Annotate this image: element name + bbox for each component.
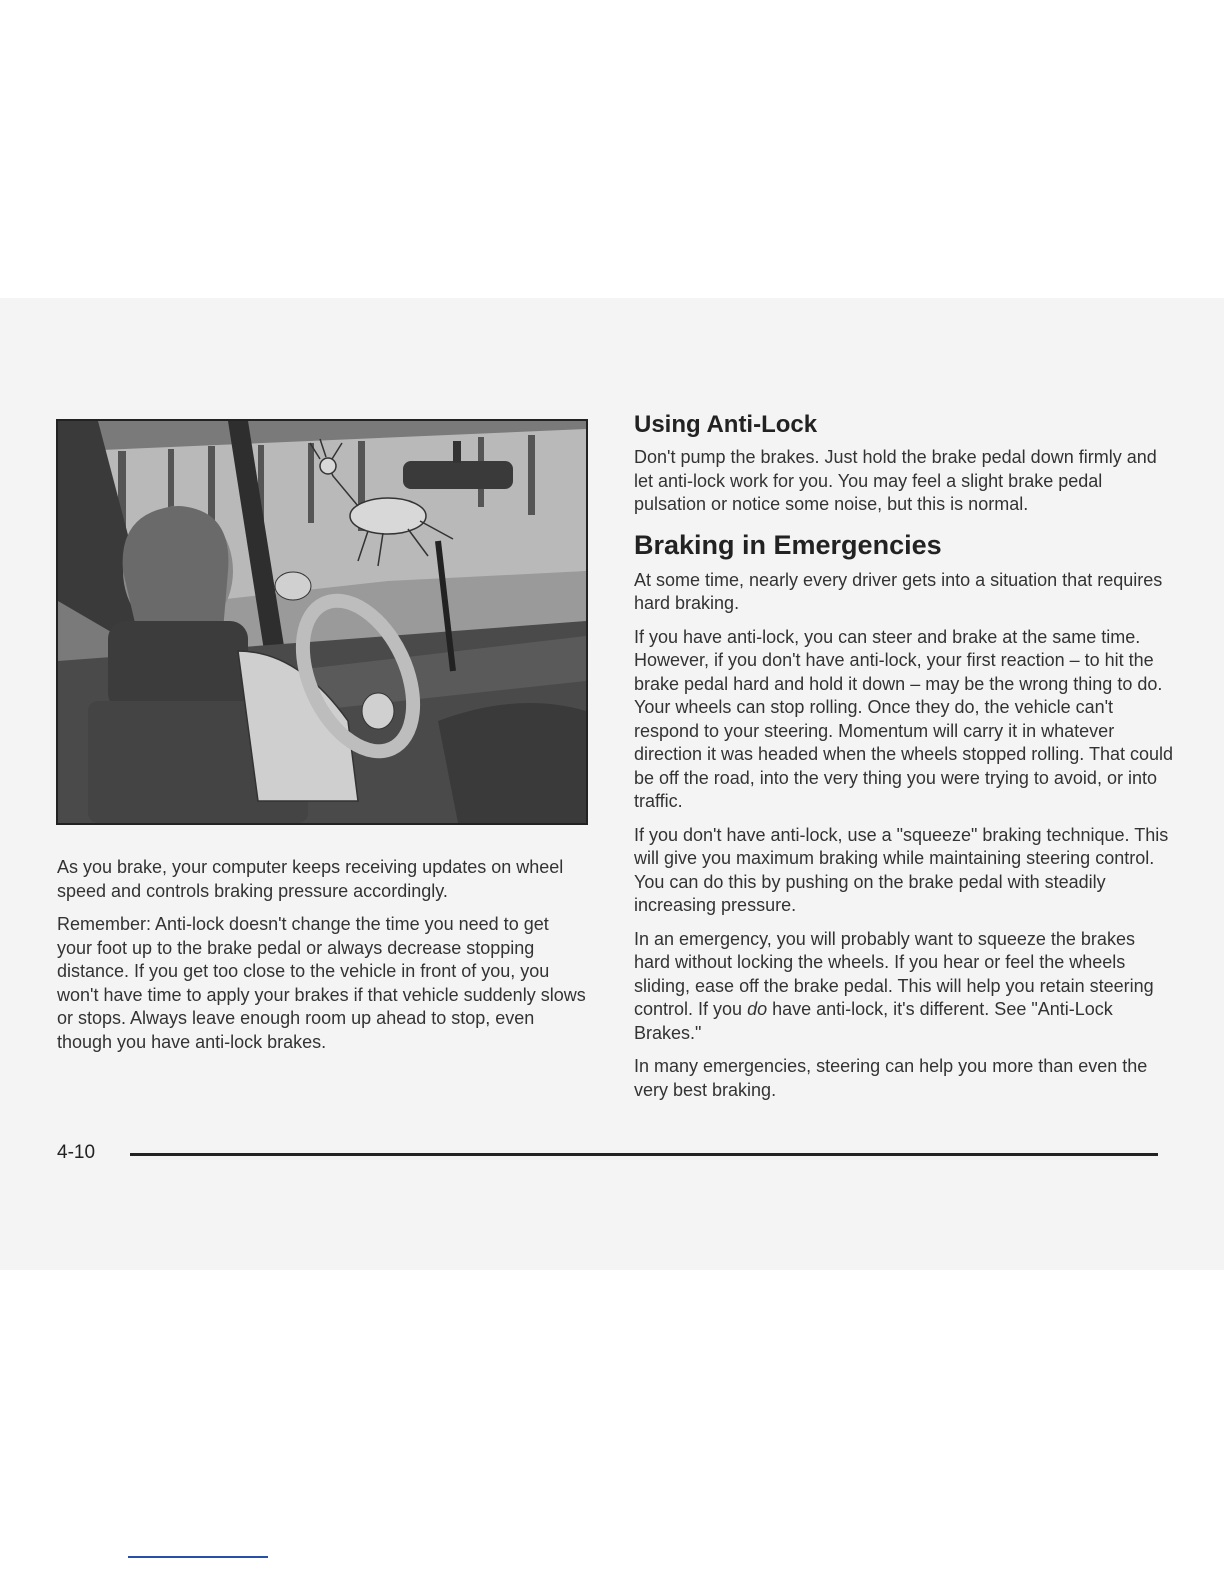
footer-rule: [130, 1153, 1158, 1156]
left-column: [57, 856, 587, 1064]
bottom-divider: [128, 1556, 268, 1558]
paragraph-squeeze-technique: If you don't have anti-lock, use a "squeeze" braking technique. This will give you maximum braking while maintaining steering control. You can do this by pushing on the brake pedal with steadily increasing pressure.: [634, 824, 1169, 915]
driver-deer-illustration: [56, 419, 588, 825]
heading-using-antilock: Using Anti-Lock: [634, 411, 818, 438]
paragraph-hard-braking: At some time, nearly every driver gets into a situation that requires hard braking.: [634, 569, 1163, 613]
heading-braking-emergencies: Braking in Emergencies: [634, 529, 942, 560]
paragraph-computer-updates: As you brake, your computer keeps receiving updates on wheel speed and controls braking pressure accordingly.: [57, 857, 564, 901]
paragraph-steer-and-brake: If you have anti-lock, you can steer and brake at the same time. However, if you don't have anti-lock, your first reaction – to hit the brake pedal hard and hold it down – may be the wrong thing to do. Your wheels can stop rolling. Once they do, the vehicle can't respond to your steering. Momentum will carry it in whatever direction it was headed when the wheels stopped rolling. That could be off the road, into the very thing you were trying to avoid, or into traffic.: [634, 626, 1174, 811]
paragraph-dont-pump: Don't pump the brakes. Just hold the brake pedal down firmly and let anti-lock work for you. You may feel a slight brake pedal pulsation or notice some noise, but this is normal.: [634, 447, 1157, 514]
paragraph-emergency-squeeze: [634, 928, 1174, 1046]
right-column: [634, 408, 1174, 1112]
emphasis-do: do: [747, 999, 768, 1019]
emergency-text-end: have anti-lock, it's different. See "Anti-Lock Brakes.": [634, 999, 1113, 1043]
paragraph-steering-helps: In many emergencies, steering can help you more than even the very best braking.: [634, 1056, 1148, 1100]
emergency-text-start: In an emergency, you will probably want to squeeze the brakes hard without locking the wheels. If you hear or feel the wheels sliding, ease off the brake pedal. This will help you retain steering control. If you: [634, 928, 1154, 1019]
paragraph-remember: Remember: Anti-lock doesn't change the time you need to get your foot up to the brake pedal or always decrease stopping distance. If you get too close to the vehicle in front of you, you won't have time to apply your brakes if that vehicle suddenly slows or stops. Always leave enough room up ahead to stop, even though you have anti-lock brakes.: [57, 914, 586, 1052]
page-number: 4-10: [57, 1142, 96, 1163]
